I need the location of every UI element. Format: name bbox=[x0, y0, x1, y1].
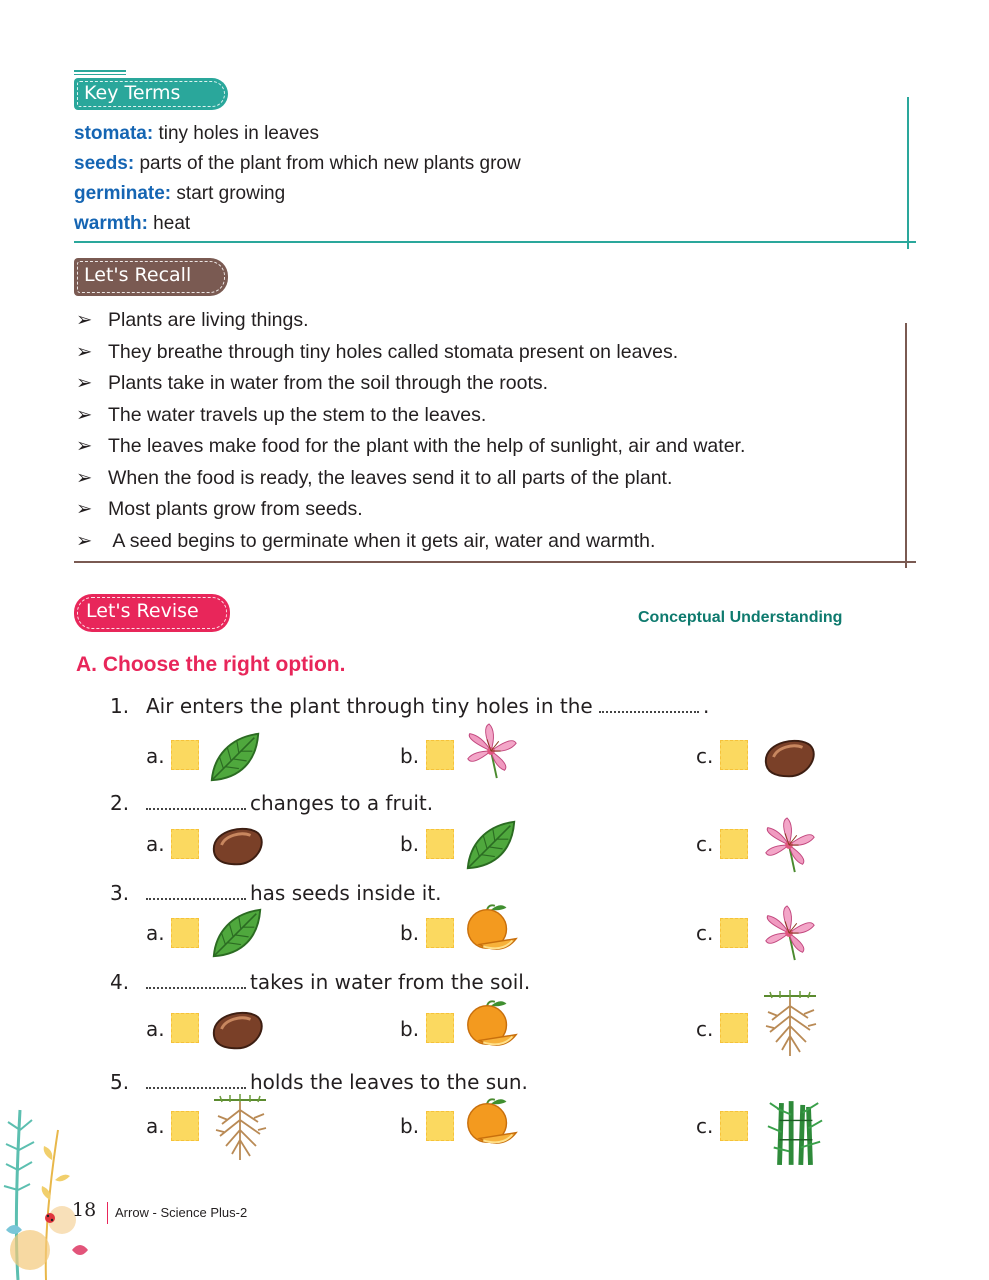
answer-checkbox[interactable] bbox=[720, 1111, 748, 1141]
key-terms-accent-line-2 bbox=[74, 74, 126, 75]
footer-divider bbox=[107, 1202, 108, 1224]
roots-icon bbox=[210, 1094, 270, 1164]
answer-checkbox[interactable] bbox=[720, 829, 748, 859]
answer-blank[interactable] bbox=[146, 897, 246, 900]
answer-blank[interactable] bbox=[146, 1086, 246, 1089]
lets-recall-heading: Let's Recall bbox=[84, 264, 192, 286]
answer-checkbox[interactable] bbox=[426, 829, 454, 859]
question-text: Air enters the plant through tiny holes in the . bbox=[146, 694, 710, 718]
recall-list-item: ➢ Plants are living things. bbox=[76, 309, 309, 331]
answer-checkbox[interactable] bbox=[171, 918, 199, 948]
option-label: c. bbox=[696, 832, 714, 856]
seed-icon bbox=[208, 816, 266, 874]
lets-revise-heading: Let's Revise bbox=[86, 600, 199, 622]
answer-blank[interactable] bbox=[146, 807, 246, 810]
option-label: a. bbox=[146, 1017, 165, 1041]
recall-list-item: ➢ Plants take in water from the soil through the roots. bbox=[76, 372, 549, 394]
answer-checkbox[interactable] bbox=[720, 1013, 748, 1043]
flower-icon bbox=[760, 816, 818, 874]
answer-checkbox[interactable] bbox=[720, 918, 748, 948]
recall-list-item: ➢ A seed begins to germinate when it gets air, water and warmth. bbox=[76, 530, 656, 552]
flower-icon bbox=[760, 904, 818, 962]
key-terms-accent-line bbox=[74, 70, 126, 72]
answer-checkbox[interactable] bbox=[426, 740, 454, 770]
answer-checkbox[interactable] bbox=[171, 829, 199, 859]
leaf-icon bbox=[462, 816, 520, 874]
answer-checkbox[interactable] bbox=[720, 740, 748, 770]
option-label: b. bbox=[400, 744, 420, 768]
book-title: Arrow - Science Plus-2 bbox=[115, 1205, 248, 1220]
seed-icon bbox=[208, 1000, 266, 1058]
leaf-icon bbox=[206, 728, 264, 786]
question-text: changes to a fruit. bbox=[146, 791, 433, 815]
answer-checkbox[interactable] bbox=[171, 740, 199, 770]
key-term-item: stomata: tiny holes in leaves bbox=[74, 123, 320, 144]
answer-checkbox[interactable] bbox=[426, 1111, 454, 1141]
flower-icon bbox=[462, 722, 520, 780]
recall-list-item: ➢ They breathe through tiny holes called stomata present on leaves. bbox=[76, 341, 679, 363]
recall-list-item: ➢ Most plants grow from seeds. bbox=[76, 498, 363, 520]
decorative-plant-illustration bbox=[0, 1100, 90, 1280]
question-text: takes in water from the soil. bbox=[146, 970, 530, 994]
skill-tag: Conceptual Understanding bbox=[638, 609, 843, 626]
recall-border-right bbox=[905, 323, 907, 568]
lets-recall-badge bbox=[74, 258, 228, 296]
question-number: 3. bbox=[110, 881, 130, 905]
section-title: A. Choose the right option. bbox=[76, 653, 346, 676]
option-label: b. bbox=[400, 832, 420, 856]
key-term-item: germinate: start growing bbox=[74, 183, 286, 204]
key-terms-border-bottom bbox=[74, 241, 916, 243]
leaf-icon bbox=[208, 904, 266, 962]
question-text: has seeds inside it. bbox=[146, 881, 442, 905]
recall-list-item: ➢ When the food is ready, the leaves send it to all parts of the plant. bbox=[76, 467, 673, 489]
recall-list-item: ➢ The leaves make food for the plant with the help of sunlight, air and water. bbox=[76, 435, 746, 457]
option-label: a. bbox=[146, 744, 165, 768]
question-number: 4. bbox=[110, 970, 130, 994]
question-number: 2. bbox=[110, 791, 130, 815]
option-label: c. bbox=[696, 744, 714, 768]
orange-icon bbox=[462, 900, 520, 958]
key-term-item: seeds: parts of the plant from which new plants grow bbox=[74, 153, 521, 174]
key-terms-border-right bbox=[907, 97, 909, 249]
lets-revise-badge bbox=[74, 594, 230, 632]
orange-icon bbox=[462, 1094, 520, 1152]
answer-checkbox[interactable] bbox=[171, 1013, 199, 1043]
seed-icon bbox=[760, 728, 818, 786]
answer-checkbox[interactable] bbox=[426, 1013, 454, 1043]
option-label: c. bbox=[696, 1017, 714, 1041]
option-label: a. bbox=[146, 832, 165, 856]
question-number: 1. bbox=[110, 694, 130, 718]
answer-checkbox[interactable] bbox=[171, 1111, 199, 1141]
key-term-item: warmth: heat bbox=[74, 213, 191, 234]
answer-blank[interactable] bbox=[599, 710, 699, 713]
question-number: 5. bbox=[110, 1070, 130, 1094]
option-label: c. bbox=[696, 921, 714, 945]
recall-list-item: ➢ The water travels up the stem to the leaves. bbox=[76, 404, 487, 426]
page-number: 18 bbox=[72, 1199, 97, 1221]
option-label: a. bbox=[146, 921, 165, 945]
stem-icon bbox=[766, 1098, 824, 1168]
key-terms-heading: Key Terms bbox=[84, 82, 181, 104]
option-label: b. bbox=[400, 1114, 420, 1138]
option-label: a. bbox=[146, 1114, 165, 1138]
orange-icon bbox=[462, 996, 520, 1054]
option-label: b. bbox=[400, 921, 420, 945]
key-terms-badge bbox=[74, 78, 228, 110]
answer-checkbox[interactable] bbox=[426, 918, 454, 948]
option-label: b. bbox=[400, 1017, 420, 1041]
question-text: holds the leaves to the sun. bbox=[146, 1070, 528, 1094]
recall-border-bottom bbox=[74, 561, 916, 563]
roots-icon bbox=[760, 990, 820, 1060]
answer-blank[interactable] bbox=[146, 986, 246, 989]
option-label: c. bbox=[696, 1114, 714, 1138]
